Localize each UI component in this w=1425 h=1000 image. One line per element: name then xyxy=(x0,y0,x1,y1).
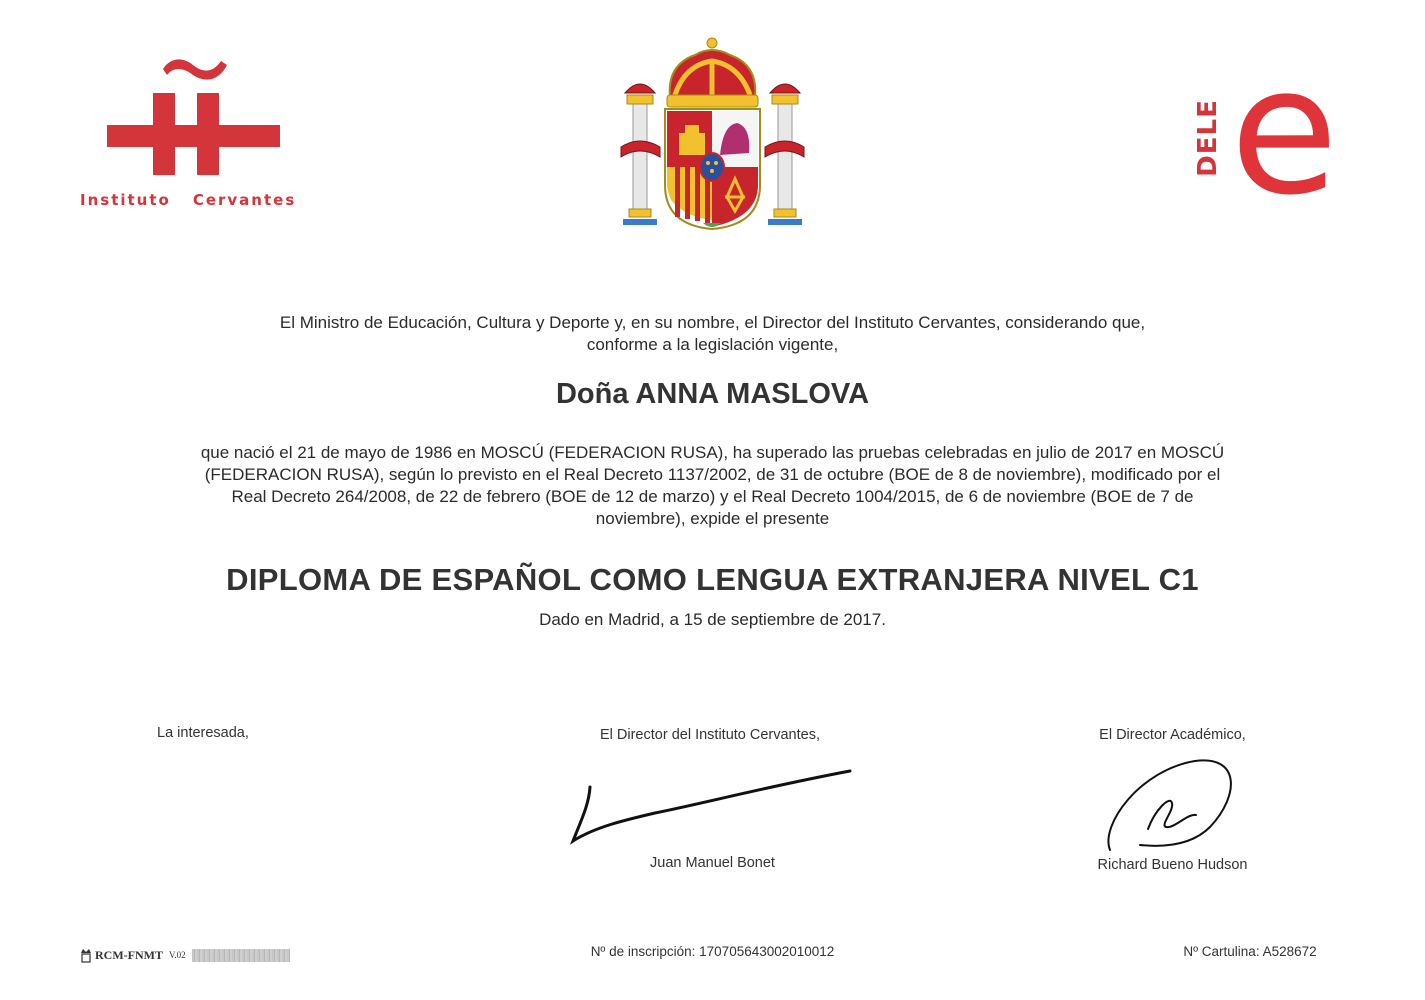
instituto-cervantes-n-logo-icon xyxy=(105,55,280,180)
left-pillar-icon xyxy=(623,84,657,225)
security-strip xyxy=(192,949,290,962)
issue-date: Dado en Madrid, a 15 de septiembre de 2017. xyxy=(539,610,886,629)
shield-icon xyxy=(665,109,760,229)
ic-label-word-instituto: Instituto xyxy=(80,191,171,209)
academico-label: El Director Académico, xyxy=(1099,727,1246,743)
spain-coat-of-arms xyxy=(615,35,810,235)
instituto-cervantes-label xyxy=(80,191,305,209)
right-pillar-icon xyxy=(768,84,802,225)
interesada-label: La interesada, xyxy=(157,725,249,741)
dele-e-letter: e xyxy=(1230,29,1339,234)
details-text: que nació el 21 de mayo de 1986 en MOSCÚ (FEDERACION RUSA), ha superado las pruebas celebradas en julio de 2017 en MOSCÚ (FEDERACION RUSA), según lo previsto en el Real Decreto 1137/2002, de 31 de octubre (BOE de 8 de noviembre), modificado por el Real Decreto 264/2008, de 22 de febrero (BOE de 12 de marzo) y el Real Decreto 1004/2015, de 6 de noviembre (BOE de 7 de noviembre), expide el presente xyxy=(200,443,1225,528)
diploma-title: DIPLOMA DE ESPAÑOL COMO LENGUA EXTRANJERA NIVEL C1 xyxy=(226,562,1199,597)
academico-name: Richard Bueno Hudson xyxy=(1097,857,1248,873)
director-name: Juan Manuel Bonet xyxy=(650,855,775,871)
royal-crown-icon xyxy=(667,38,758,107)
mint-version: V.02 xyxy=(168,950,186,960)
spain-coat-of-arms-icon xyxy=(615,35,810,235)
recipient-name: Doña ANNA MASLOVA xyxy=(555,378,870,410)
ic-label-word-cervantes: Cervantes xyxy=(192,191,297,209)
director-label: El Director del Instituto Cervantes, xyxy=(599,727,820,743)
director-signature-icon xyxy=(565,765,860,850)
mint-mark xyxy=(80,945,290,965)
dele-logo xyxy=(1190,29,1350,234)
mint-code: RCM-FNMT xyxy=(95,947,163,962)
inscription-number: Nº de inscripción: 170705643002010012 xyxy=(590,944,835,959)
cartulina-number: Nº Cartulina: A528672 xyxy=(1183,944,1317,959)
instituto-cervantes-logo xyxy=(80,55,305,215)
dele-vertical-text: DELE xyxy=(1193,99,1223,177)
mint-crown-icon xyxy=(80,947,92,963)
academico-signature-icon xyxy=(1100,755,1245,855)
intro-text: El Ministro de Educación, Cultura y Deporte y, en su nombre, el Director del Instituto Cervantes, considerando que, conforme a la legislación vigente, xyxy=(279,313,1146,354)
